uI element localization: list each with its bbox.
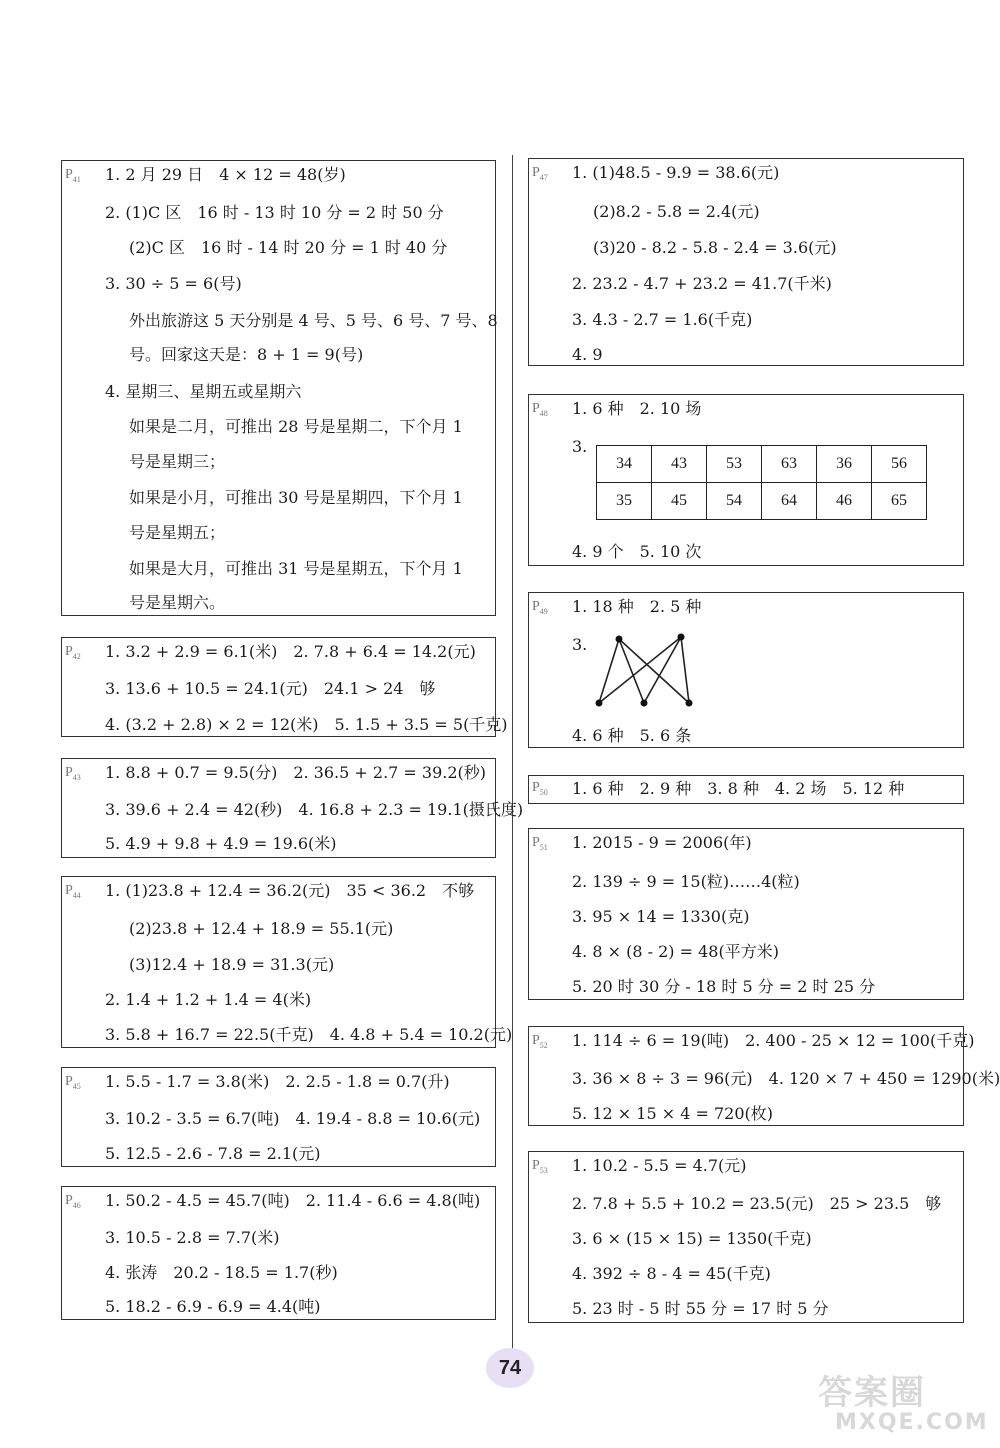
answer-box-p50	[528, 775, 964, 804]
page-label: $P_{41}$	[65, 167, 81, 184]
answer-box-p51	[528, 828, 964, 1000]
answer-line: 如果是大月，可推出 31 号是星期五，下个月 1	[129, 559, 463, 578]
answer-line: 4. 张涛 20.2 - 18.5 = 1.7(秒)	[105, 1263, 338, 1282]
diagram-node	[596, 700, 603, 707]
answer-line: 3. 6 × (15 × 15) = 1350(千克)	[572, 1229, 812, 1248]
watermark-logo: 答案圈	[818, 1373, 926, 1413]
answer-line: 4. 6 种 5. 6 条	[572, 726, 692, 745]
answer-line: 4. 9 个 5. 10 次	[572, 542, 702, 561]
answer-line: 3. 36 × 8 ÷ 3 = 96(元) 4. 120 × 7 + 450 = 1290(米)	[572, 1069, 1000, 1088]
answer-box-p45	[61, 1067, 496, 1167]
answer-line: 号是星期五；	[129, 523, 226, 542]
answer-line: 2. 139 ÷ 9 = 15(粒)……4(粒)	[572, 872, 800, 891]
answer-line: 5. 12.5 - 2.6 - 7.8 = 2.1(元)	[105, 1144, 321, 1163]
answer-line: 1. 2015 - 9 = 2006(年)	[572, 833, 752, 852]
answer-box-p41	[61, 160, 496, 616]
table-cell: 54	[707, 483, 762, 520]
answer-line: (2)C 区 16 时 - 14 时 20 分 = 1 时 40 分	[129, 238, 448, 257]
answer-line: 4. (3.2 + 2.8) × 2 = 12(米) 5. 1.5 + 3.5 = 5(千克)	[105, 715, 508, 734]
answer-line: 5. 23 时 - 5 时 55 分 = 17 时 5 分	[572, 1299, 829, 1318]
answer-box-p42	[61, 637, 508, 737]
table-cell: 53	[707, 446, 762, 483]
table-row	[597, 483, 927, 520]
answer-line: 1. 18 种 2. 5 种	[572, 597, 702, 616]
page-label: $P_{43}$	[65, 765, 81, 782]
column-divider	[512, 155, 513, 1355]
answer-line: 如果是小月，可推出 30 号是星期四，下个月 1	[129, 488, 463, 507]
answer-line: (2)8.2 - 5.8 = 2.4(元)	[593, 202, 760, 221]
answer-line: 1. 2 月 29 日 4 × 12 = 48(岁)	[105, 165, 346, 184]
page-label: $P_{42}$	[65, 644, 81, 661]
table-cell: 64	[762, 483, 817, 520]
answer-line: 2. 23.2 - 4.7 + 23.2 = 41.7(千米)	[572, 274, 832, 293]
answer-box-p47	[528, 158, 964, 366]
answer-line: (3)12.4 + 18.9 = 31.3(元)	[129, 955, 335, 974]
answer-line: 3. 30 ÷ 5 = 6(号)	[105, 274, 242, 293]
diagram-node	[641, 700, 648, 707]
question-number: 3.	[572, 635, 588, 654]
answer-line: 1. 6 种 2. 10 场	[572, 399, 702, 418]
question-number: 3.	[572, 437, 588, 456]
page-label: $P_{47}$	[532, 165, 548, 182]
answer-box-p44	[61, 876, 513, 1048]
page-label: $P_{46}$	[65, 1193, 81, 1210]
answer-box-p48	[528, 394, 964, 566]
answer-box-p43	[61, 758, 524, 858]
diagram-node	[678, 634, 685, 641]
answer-box-p49	[528, 592, 964, 748]
table-cell: 65	[872, 483, 927, 520]
answer-line: 1. 3.2 + 2.9 = 6.1(米) 2. 7.8 + 6.4 = 14.2(元)	[105, 642, 476, 661]
page-label: $P_{50}$	[532, 780, 548, 797]
table-cell: 43	[652, 446, 707, 483]
table-cell: 36	[817, 446, 872, 483]
table-cell: 63	[762, 446, 817, 483]
answer-line: 外出旅游这 5 天分别是 4 号、5 号、6 号、7 号、8	[129, 311, 498, 330]
answer-line: 2. 1.4 + 1.2 + 1.4 = 4(米)	[105, 990, 312, 1009]
answer-line: 3. 5.8 + 16.7 = 22.5(千克) 4. 4.8 + 5.4 = 10.2(元)	[105, 1025, 513, 1044]
answer-line: 号。回家这天是：8 + 1 = 9(号)	[129, 345, 364, 364]
answer-line: 5. 4.9 + 9.8 + 4.9 = 19.6(米)	[105, 834, 337, 853]
arrangement-table	[596, 445, 927, 520]
answer-line: (3)20 - 8.2 - 5.8 - 2.4 = 3.6(元)	[593, 238, 837, 257]
page-label: $P_{49}$	[532, 599, 548, 616]
page-label: $P_{48}$	[532, 401, 548, 418]
answer-line: 5. 18.2 - 6.9 - 6.9 = 4.4(吨)	[105, 1297, 321, 1316]
answer-line: 4. 392 ÷ 8 - 4 = 45(千克)	[572, 1264, 771, 1283]
answer-line: 2. 7.8 + 5.5 + 10.2 = 23.5(元) 25 > 23.5 够	[572, 1194, 942, 1213]
page-number: 74	[486, 1348, 534, 1388]
answer-line: (2)23.8 + 12.4 + 18.9 = 55.1(元)	[129, 919, 394, 938]
answer-line: 2. (1)C 区 16 时 - 13 时 10 分 = 2 时 50 分	[105, 203, 444, 222]
answer-line: 5. 20 时 30 分 - 18 时 5 分 = 2 时 25 分	[572, 977, 876, 996]
answer-line: 号是星期六。	[129, 593, 226, 612]
answer-line: 3. 95 × 14 = 1330(克)	[572, 907, 750, 926]
page-label: $P_{45}$	[65, 1074, 81, 1091]
diagram-node	[686, 700, 693, 707]
answer-line: 号是星期三；	[129, 452, 226, 471]
answer-line: 3. 4.3 - 2.7 = 1.6(千克)	[572, 310, 753, 329]
watermark-url: MXQE.COM	[835, 1410, 989, 1435]
answer-line: 1. 10.2 - 5.5 = 4.7(元)	[572, 1156, 747, 1175]
table-cell: 45	[652, 483, 707, 520]
answer-line: 1. (1)48.5 - 9.9 = 38.6(元)	[572, 163, 780, 182]
table-row	[597, 446, 927, 483]
table-cell: 35	[597, 483, 652, 520]
answer-box-p46	[61, 1186, 496, 1320]
table-cell: 56	[872, 446, 927, 483]
page-label: $P_{52}$	[532, 1033, 548, 1050]
answer-line: 1. 5.5 - 1.7 = 3.8(米) 2. 2.5 - 1.8 = 0.7(升)	[105, 1072, 450, 1091]
answer-line: 1. 8.8 + 0.7 = 9.5(分) 2. 36.5 + 2.7 = 39.2(秒)	[105, 763, 487, 782]
answer-line: 1. 6 种 2. 9 种 3. 8 种 4. 2 场 5. 12 种	[572, 779, 905, 798]
answer-line: 3. 10.2 - 3.5 = 6.7(吨) 4. 19.4 - 8.8 = 10.6(元)	[105, 1109, 481, 1128]
table-cell: 46	[817, 483, 872, 520]
connection-diagram	[589, 631, 699, 711]
answer-line: 如果是二月，可推出 28 号是星期二，下个月 1	[129, 417, 463, 436]
answer-box-p53	[528, 1151, 964, 1323]
page-label: $P_{44}$	[65, 883, 81, 900]
answer-line: 4. 星期三、星期五或星期六	[105, 382, 302, 401]
diagram-node	[616, 636, 623, 643]
answer-line: 5. 12 × 15 × 4 = 720(枚)	[572, 1104, 774, 1123]
answer-line: 1. 50.2 - 4.5 = 45.7(吨) 2. 11.4 - 6.6 = 4.8(吨)	[105, 1191, 481, 1210]
page-label: $P_{53}$	[532, 1158, 548, 1175]
answer-box-p52	[528, 1026, 1000, 1126]
answer-line: 3. 10.5 - 2.8 = 7.7(米)	[105, 1228, 280, 1247]
answer-line: 4. 8 × (8 - 2) = 48(平方米)	[572, 942, 779, 961]
page-label: $P_{51}$	[532, 835, 548, 852]
table-cell: 34	[597, 446, 652, 483]
answer-line: 1. (1)23.8 + 12.4 = 36.2(元) 35 < 36.2 不够	[105, 881, 475, 900]
answer-line: 4. 9	[572, 345, 603, 364]
answer-line: 3. 39.6 + 2.4 = 42(秒) 4. 16.8 + 2.3 = 19.1(摄氏度)	[105, 800, 524, 819]
answer-line: 1. 114 ÷ 6 = 19(吨) 2. 400 - 25 × 12 = 100(千克)	[572, 1031, 975, 1050]
answer-line: 3. 13.6 + 10.5 = 24.1(元) 24.1 > 24 够	[105, 679, 436, 698]
